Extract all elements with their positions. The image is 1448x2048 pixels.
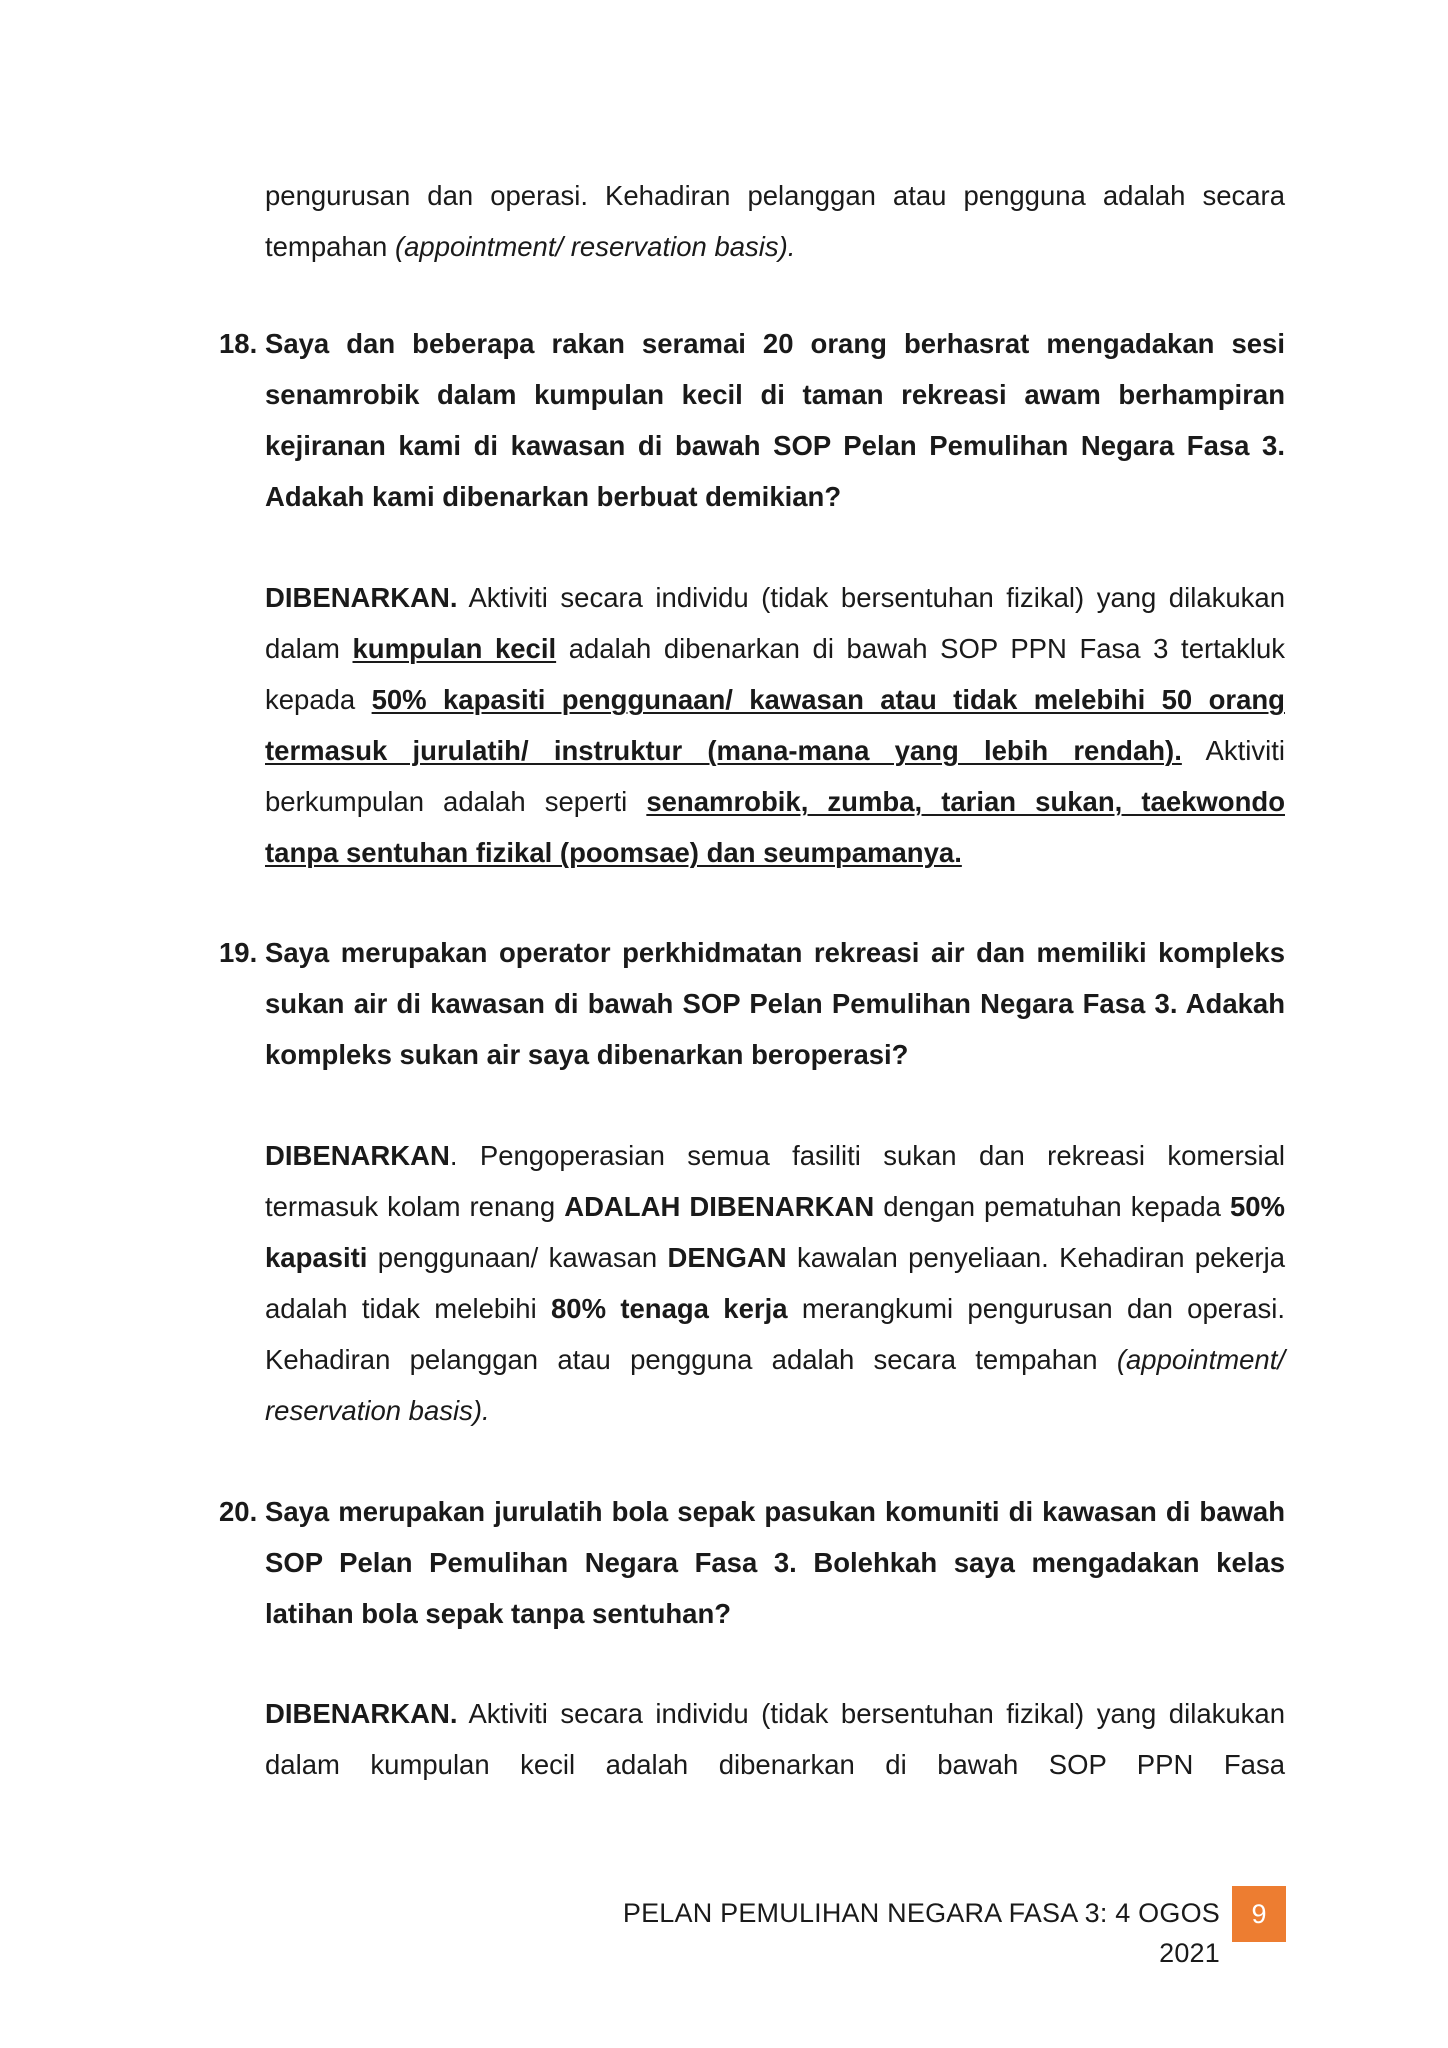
footer-title: PELAN PEMULIHAN NEGARA FASA 3: 4 OGOS 2021 (622, 1898, 1220, 1968)
answer-19-emph-4: 80% tenaga kerja (551, 1293, 788, 1324)
question-18-number: 18. (219, 328, 258, 359)
answer-19-emph-2: 50% kapasiti (265, 1191, 1285, 1273)
question-20-number: 20. (219, 1496, 258, 1527)
continuation-text: pengurusan dan operasi. Kehadiran pelanggan atau pengguna adalah secara tempahan (265, 180, 1285, 262)
answer-20-label: DIBENARKAN. (265, 1698, 458, 1729)
answer-19-label: DIBENARKAN (265, 1140, 450, 1171)
question-19-text: Saya merupakan operator perkhidmatan rekreasi air dan memiliki kompleks sukan air di kawasan di bawah SOP Pelan Pemulihan Negara Fasa 3. Adakah kompleks sukan air saya dibenarkan beroperasi? (265, 937, 1285, 1070)
answer-19-text-5: merangkumi pengurusan dan operasi. Kehadiran pelanggan atau pengguna adalah secara tempahan (265, 1293, 1286, 1375)
answer-19-emph-3: DENGAN (667, 1242, 787, 1273)
answer-18-label: DIBENARKAN. (265, 582, 458, 613)
answer-19 (265, 1130, 1285, 1436)
question-19 (219, 927, 1285, 1080)
answer-19-italic: (appointment/ reservation basis). (265, 1344, 1285, 1426)
answer-18-text-2: adalah dibenarkan di bawah SOP PPN Fasa 3 tertakluk kepada (265, 633, 1285, 715)
answer-18-emph-2: 50% kapasiti penggunaan/ kawasan atau tidak melebihi 50 orang termasuk jurulatih/ instruktur (mana-mana yang lebih rendah). (265, 684, 1285, 766)
answer-19-text-2: dengan pematuhan kepada (874, 1191, 1230, 1222)
continuation-paragraph (265, 170, 1285, 272)
answer-19-text-4: kawalan penyeliaan. Kehadiran pekerja adalah tidak melebihi (265, 1242, 1285, 1324)
answer-18-text-1: Aktiviti secara individu (tidak bersentuhan fizikal) yang dilakukan dalam (265, 582, 1285, 664)
answer-19-emph-1: ADALAH DIBENARKAN (564, 1191, 875, 1222)
answer-20-text-1: Aktiviti secara individu (tidak bersentuhan fizikal) yang dilakukan dalam kumpulan kecil adalah dibenarkan di bawah SOP PPN Fasa (265, 1698, 1285, 1780)
answer-18-emph-3: senamrobik, zumba, tarian sukan, taekwondo tanpa sentuhan fizikal (poomsae) dan seumpamanya. (265, 786, 1285, 868)
question-18 (219, 318, 1285, 522)
question-18-text: Saya dan beberapa rakan seramai 20 orang berhasrat mengadakan sesi senamrobik dalam kumpulan kecil di taman rekreasi awam berhampiran kejiranan kami di kawasan di bawah SOP Pelan Pemulihan Negara Fasa 3. Adakah kami dibenarkan berbuat demikian? (265, 328, 1285, 512)
answer-18-emph-1: kumpulan kecil (352, 633, 557, 664)
question-19-number: 19. (219, 937, 258, 968)
answer-18 (265, 572, 1285, 878)
continuation-italic: (appointment/ reservation basis). (394, 231, 796, 262)
question-20-text: Saya merupakan jurulatih bola sepak pasukan komuniti di kawasan di bawah SOP Pelan Pemulihan Negara Fasa 3. Bolehkah saya mengadakan kelas latihan bola sepak tanpa sentuhan? (265, 1496, 1285, 1629)
question-20 (219, 1486, 1285, 1639)
answer-20 (265, 1688, 1285, 1790)
page-number-badge: 9 (1232, 1886, 1286, 1942)
answer-19-text-3: penggunaan/ kawasan (367, 1242, 668, 1273)
answer-18-text-3: Aktiviti berkumpulan adalah seperti (265, 735, 1285, 817)
answer-19-text-1: . Pengoperasian semua fasiliti sukan dan rekreasi komersial termasuk kolam renang (265, 1140, 1285, 1222)
